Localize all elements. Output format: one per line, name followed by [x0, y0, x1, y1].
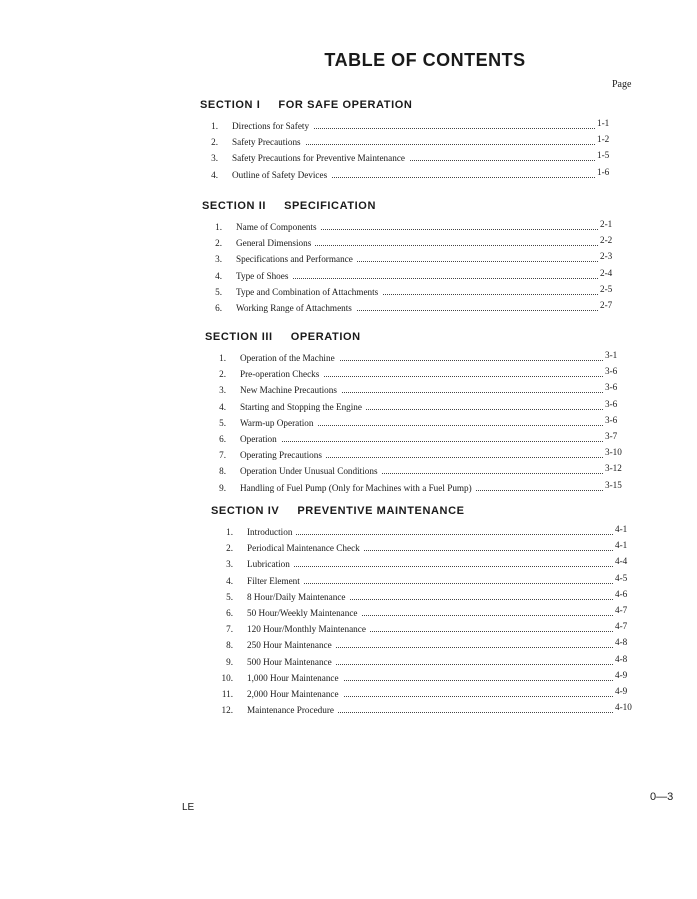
entry-page: 1-6	[597, 166, 610, 177]
toc-entry	[208, 367, 641, 383]
entry-title: Filter Element	[247, 576, 304, 586]
entry-number: 10.	[221, 672, 233, 683]
section-heading	[211, 505, 651, 517]
entry-page: 1-2	[597, 134, 610, 145]
toc-list	[200, 119, 633, 184]
entry-number: 5.	[226, 591, 233, 602]
entry-page: 2-5	[600, 283, 613, 294]
entry-page: 4-7	[615, 604, 628, 615]
toc-entry	[208, 416, 641, 432]
toc-entry	[215, 622, 651, 638]
entry-page: 4-1	[615, 524, 628, 534]
entry-number: 4.	[219, 401, 226, 412]
page-column-label: Page	[612, 79, 632, 90]
toc-entry	[204, 236, 636, 252]
entry-number: 1.	[215, 222, 222, 232]
entry-title: 250 Hour Maintenance	[247, 640, 336, 650]
footer-left-code: LE	[182, 802, 195, 813]
toc-entry	[215, 525, 651, 541]
entry-number: 11.	[221, 688, 233, 699]
entry-title: General Dimensions	[236, 238, 315, 248]
entry-number: 2.	[219, 369, 226, 380]
entry-title: Pre-operation Checks	[240, 369, 323, 379]
toc-entry	[200, 135, 633, 151]
entry-title: Warm-up Operation	[240, 418, 318, 428]
entry-page: 3-10	[605, 447, 622, 458]
entry-title: Working Range of Attachments	[236, 303, 356, 313]
entry-number: 9.	[219, 482, 226, 493]
section-2	[202, 200, 636, 317]
toc-entry	[208, 464, 641, 480]
entry-title: Name of Components	[236, 222, 321, 232]
toc-entry	[200, 119, 633, 135]
toc-entry	[215, 590, 651, 606]
entry-page: 1-5	[597, 150, 610, 161]
page-title: TABLE OF CONTENTS	[324, 50, 526, 70]
entry-number: 4.	[211, 169, 218, 180]
section-heading	[200, 99, 633, 111]
toc-entry	[208, 383, 641, 399]
entry-page: 4-8	[615, 637, 628, 648]
section-number: SECTION II	[202, 200, 267, 212]
entry-page: 2-2	[600, 235, 613, 246]
entry-page: 4-10	[615, 702, 632, 713]
entry-page: 2-7	[600, 299, 613, 310]
toc-entry	[204, 220, 636, 236]
entry-number: 4.	[215, 270, 222, 281]
entry-title: Safety Precautions	[232, 137, 305, 147]
toc-list	[208, 351, 641, 497]
toc-entry	[208, 432, 641, 448]
entry-number: 8.	[226, 640, 233, 651]
entry-title: 50 Hour/Weekly Maintenance	[247, 608, 362, 618]
entry-title: Periodical Maintenance Check	[247, 543, 364, 553]
entry-title: Operation Under Unusual Conditions	[240, 466, 382, 476]
entry-page: 4-6	[615, 588, 628, 599]
page-number: 0—3	[650, 791, 674, 803]
toc-entry	[204, 252, 636, 268]
section-title: FOR SAFE OPERATION	[278, 99, 413, 111]
entry-page: 2-4	[600, 267, 613, 278]
toc-entry	[215, 541, 651, 557]
entry-number: 4.	[226, 575, 233, 586]
entry-number: 1.	[226, 527, 233, 537]
entry-page: 3-15	[605, 479, 622, 490]
entry-title: Directions for Safety	[232, 121, 313, 131]
entry-page: 4-9	[615, 669, 628, 680]
section-title: SPECIFICATION	[284, 200, 376, 212]
entry-number: 2.	[226, 543, 233, 554]
toc-entry	[215, 687, 651, 703]
section-3	[205, 331, 641, 497]
section-heading	[202, 200, 636, 212]
entry-title: Operation of the Machine	[240, 353, 339, 363]
toc-list	[204, 220, 636, 317]
section-title: OPERATION	[290, 331, 361, 343]
toc-entry	[204, 269, 636, 285]
entry-number: 5.	[219, 417, 226, 428]
entry-page: 4-4	[615, 556, 628, 567]
entry-number: 6.	[215, 302, 222, 313]
dot-leader	[247, 566, 613, 567]
entry-page: 4-5	[615, 572, 628, 583]
dot-leader	[240, 441, 603, 442]
entry-number: 5.	[215, 286, 222, 297]
entry-title: Specifications and Performance	[236, 254, 357, 264]
entry-page: 3-1	[605, 350, 618, 360]
entry-title: 8 Hour/Daily Maintenance	[247, 592, 349, 602]
entry-number: 7.	[226, 624, 233, 635]
entry-title: Operation	[240, 434, 281, 444]
entry-title: 500 Hour Maintenance	[247, 657, 336, 667]
entry-number: 1.	[211, 121, 218, 131]
entry-title: 120 Hour/Monthly Maintenance	[247, 624, 370, 634]
entry-number: 2.	[211, 137, 218, 148]
entry-number: 9.	[226, 656, 233, 667]
entry-number: 8.	[219, 466, 226, 477]
entry-title: Operating Precautions	[240, 450, 326, 460]
toc-entry	[200, 151, 633, 167]
toc-entry	[208, 400, 641, 416]
entry-page: 2-1	[600, 219, 613, 229]
entry-number: 7.	[219, 450, 226, 461]
entry-number: 6.	[219, 433, 226, 444]
toc-entry	[208, 351, 641, 367]
entry-title: 2,000 Hour Maintenance	[247, 689, 343, 699]
toc-entry	[204, 301, 636, 317]
entry-title: New Machine Precautions	[240, 385, 341, 395]
entry-number: 3.	[226, 559, 233, 570]
dot-leader	[247, 534, 613, 535]
entry-title: 1,000 Hour Maintenance	[247, 673, 343, 683]
entry-page: 3-6	[605, 414, 618, 425]
toc-list	[215, 525, 651, 719]
entry-page: 3-6	[605, 366, 618, 377]
entry-title: Outline of Safety Devices	[232, 170, 331, 180]
entry-title: Lubrication	[247, 559, 294, 569]
entry-title: Type and Combination of Attachments	[236, 287, 382, 297]
section-number: SECTION IV	[211, 505, 280, 517]
entry-title: Safety Precautions for Preventive Maintenance	[232, 153, 409, 163]
entry-number: 12.	[221, 705, 233, 716]
entry-number: 3.	[219, 385, 226, 396]
toc-entry	[215, 574, 651, 590]
toc-entry	[215, 638, 651, 654]
entry-page: 4-7	[615, 621, 628, 632]
toc-entry	[215, 655, 651, 671]
entry-title: Maintenance Procedure	[247, 705, 338, 715]
section-1	[200, 99, 633, 184]
toc-entry	[204, 285, 636, 301]
entry-title: Starting and Stopping the Engine	[240, 402, 366, 412]
toc-entry	[215, 606, 651, 622]
entry-page: 4-1	[615, 540, 628, 551]
entry-title: Introduction	[247, 527, 296, 537]
entry-page: 3-6	[605, 382, 618, 393]
section-number: SECTION I	[200, 99, 261, 111]
entry-page: 3-7	[605, 430, 618, 441]
entry-page: 1-1	[597, 118, 610, 128]
entry-number: 1.	[219, 353, 226, 363]
toc-entry	[215, 671, 651, 687]
entry-page: 3-12	[605, 463, 622, 474]
section-title: PREVENTIVE MAINTENANCE	[297, 505, 465, 517]
entry-title: Type of Shoes	[236, 271, 292, 281]
entry-page: 3-6	[605, 398, 618, 409]
toc-entry	[215, 703, 651, 719]
entry-page: 2-3	[600, 251, 613, 262]
section-number: SECTION III	[205, 331, 273, 343]
entry-number: 3.	[215, 254, 222, 265]
entry-number: 6.	[226, 607, 233, 618]
entry-number: 3.	[211, 153, 218, 164]
entry-page: 4-9	[615, 685, 628, 696]
entry-number: 2.	[215, 238, 222, 249]
toc-entry	[208, 481, 641, 497]
section-4	[211, 505, 651, 719]
section-heading	[205, 331, 641, 343]
toc-entry	[208, 448, 641, 464]
entry-page: 4-8	[615, 653, 628, 664]
toc-entry	[215, 557, 651, 573]
entry-title: Handling of Fuel Pump (Only for Machines with a Fuel Pump)	[240, 483, 476, 493]
toc-entry	[200, 168, 633, 184]
